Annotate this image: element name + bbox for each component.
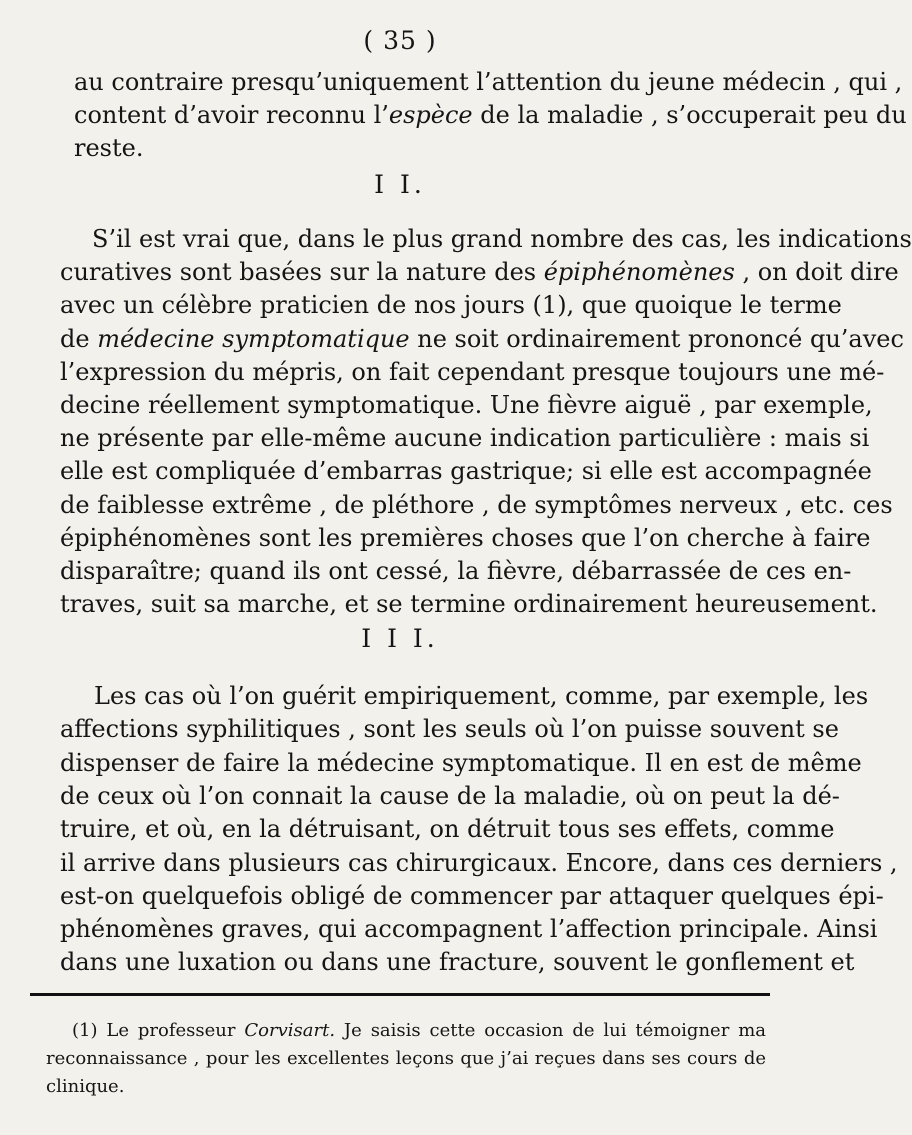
text-run: , on doit dire	[734, 258, 899, 287]
text-run: traves, suit sa marche, et se termine ordinairement heureusement.	[60, 590, 878, 619]
text-line	[60, 455, 872, 487]
text-line	[60, 588, 878, 620]
text-run: (1) Le professeur	[72, 1020, 245, 1041]
text-run: dans une luxation ou dans une fracture, souvent le gonflement et	[60, 948, 855, 977]
text-run: affections syphilitiques , sont les seuls où l’on puisse souvent se	[60, 715, 839, 744]
text-run: de la maladie , s’occuperait peu du	[472, 101, 907, 129]
text-run: reconnaissance , pour les excellentes leçons que j’ai reçues dans ses cours de	[46, 1048, 766, 1069]
text-run: épiphénomènes sont les premières choses que l’on cherche à faire	[60, 523, 871, 552]
text-run: curatives sont basées sur la nature des	[60, 258, 544, 287]
text-run: reste.	[74, 134, 144, 162]
text-run: il arrive dans plusieurs cas chirurgicaux. Encore, dans ces derniers ,	[60, 848, 898, 877]
section-heading-iii: I I I.	[361, 624, 439, 653]
text-line	[60, 847, 898, 879]
text-line	[60, 747, 862, 779]
text-line	[46, 1073, 766, 1101]
text-run: Je saisis cette occasion de lui témoigner ma	[335, 1020, 766, 1041]
text-line	[60, 489, 893, 521]
text-line	[46, 1045, 766, 1073]
text-run: ne présente par elle-même aucune indication particulière : mais si	[60, 424, 870, 453]
text-line	[60, 389, 873, 421]
page-number: ( 35 )	[363, 26, 437, 55]
text-run: avec un célèbre praticien de nos jours (1), que quoique le terme	[60, 291, 842, 320]
text-run: elle est compliquée d’embarras gastrique; si elle est accompagnée	[60, 457, 872, 486]
section-heading-ii: I I.	[374, 170, 426, 199]
text-run: dispenser de faire la médecine symptomatique. Il en est de même	[60, 748, 862, 777]
text-line	[60, 555, 852, 587]
text-run: Les cas où l’on guérit empiriquement, comme, par exemple, les	[94, 682, 869, 710]
text-line	[60, 522, 871, 554]
text-run: de ceux où l’on connait la cause de la maladie, où on peut la dé-	[60, 781, 840, 810]
text-line	[92, 223, 912, 255]
text-line	[74, 132, 766, 164]
italic-run: médecine symptomatique	[97, 324, 410, 353]
text-line	[60, 946, 855, 978]
text-line	[60, 422, 870, 454]
text-run: l’expression du mépris, on fait cependant presque toujours une mé-	[60, 357, 885, 386]
text-line	[60, 780, 840, 812]
text-run: ne soit ordinairement prononcé qu’avec	[409, 324, 904, 353]
text-run: de faiblesse extrême , de pléthore , de symptômes nerveux , etc. ces	[60, 490, 893, 519]
text-line	[60, 880, 884, 912]
italic-run: espèce	[388, 101, 473, 129]
text-line	[60, 813, 835, 845]
text-run: au contraire presqu’uniquement l’attention du jeune médecin , qui ,	[74, 68, 903, 96]
footnote-rule	[30, 993, 770, 996]
text-line	[60, 913, 878, 945]
text-line	[60, 713, 839, 745]
text-run: truire, et où, en la détruisant, on détruit tous ses effets, comme	[60, 815, 835, 844]
text-run: de	[60, 324, 98, 353]
italic-run: Corvisart.	[244, 1020, 336, 1041]
text-run: S’il est vrai que, dans le plus grand nombre des cas, les indications	[92, 225, 912, 253]
italic-run: épiphénomènes	[543, 258, 735, 287]
text-line	[72, 1017, 766, 1045]
text-run: clinique.	[46, 1076, 125, 1097]
text-run: decine réellement symptomatique. Une fièvre aiguë , par exemple,	[60, 391, 873, 419]
text-line	[60, 289, 842, 321]
text-run: est-on quelquefois obligé de commencer par attaquer quelques épi-	[60, 881, 884, 910]
text-line	[74, 66, 903, 98]
text-run: content d’avoir reconnu l’	[74, 101, 389, 129]
text-line	[60, 323, 904, 355]
text-line	[60, 256, 899, 288]
text-line	[60, 356, 885, 388]
text-line	[94, 680, 869, 712]
text-run: disparaître; quand ils ont cessé, la fièvre, débarrassée de ces en-	[60, 557, 852, 585]
text-line	[74, 99, 907, 131]
text-run: phénomènes graves, qui accompagnent l’affection principale. Ainsi	[60, 915, 878, 944]
